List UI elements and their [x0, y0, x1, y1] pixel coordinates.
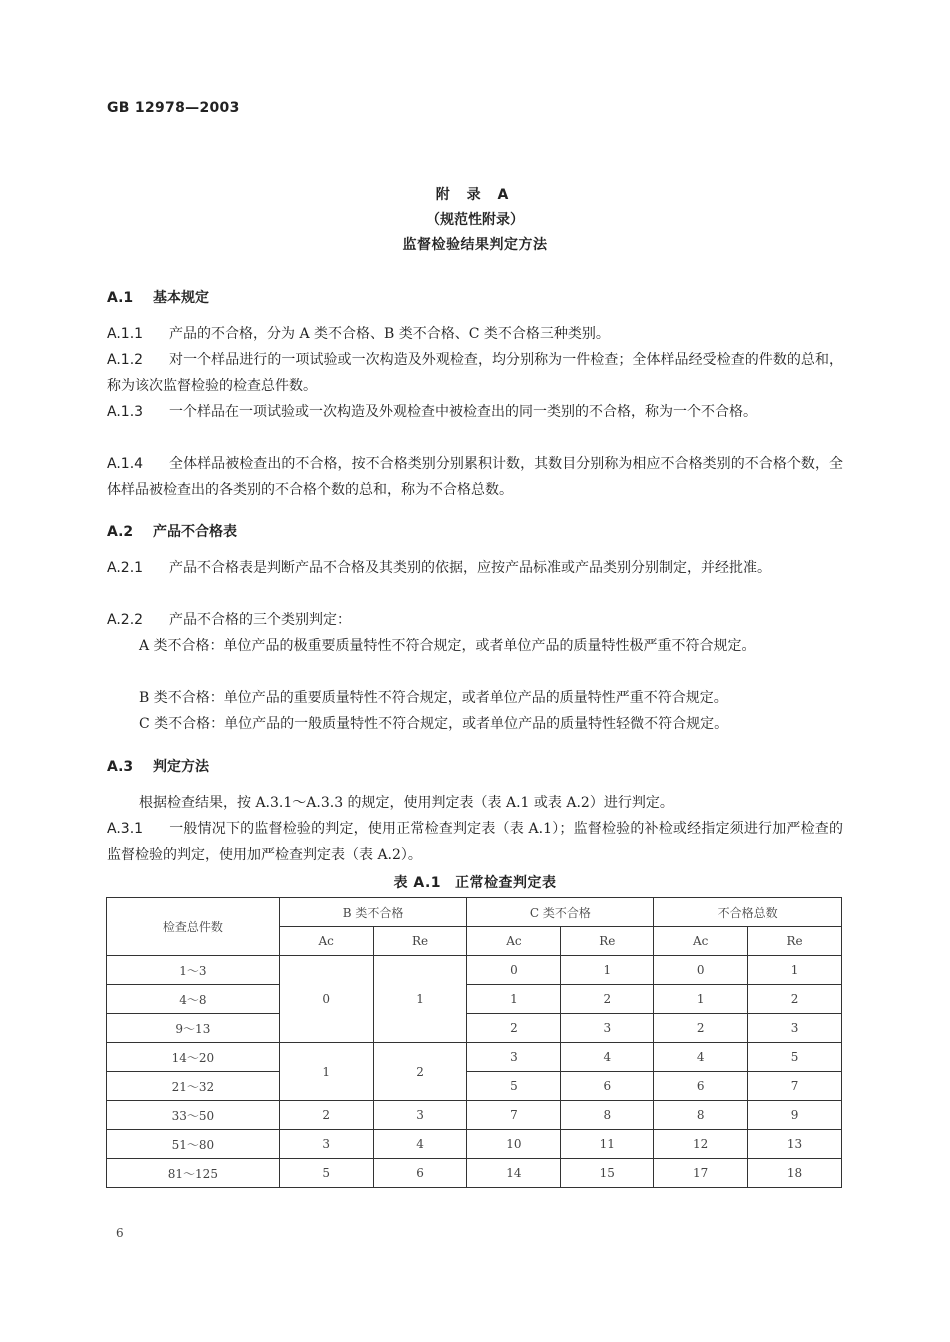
cell-c-re: 8 — [561, 1101, 654, 1130]
cell-c-re: 3 — [561, 1014, 654, 1043]
table-number: 表 A.1 — [393, 875, 442, 891]
section-number: A.3 — [107, 759, 134, 775]
cell-c-re: 15 — [561, 1159, 654, 1188]
cell-c-ac: 7 — [467, 1101, 561, 1130]
cell-c-ac: 5 — [467, 1072, 561, 1101]
table-row — [107, 1043, 842, 1072]
header-re: Re — [748, 927, 842, 956]
clause-text: 一个样品在一项试验或一次构造及外观检查中被检查出的同一类别的不合格，称为一个不合格。 — [169, 404, 757, 420]
page-number: 6 — [116, 1226, 124, 1240]
category-a-definition: A 类不合格：单位产品的极重要质量特性不符合规定，或者单位产品的质量特性极严重不符合规定。 — [139, 638, 756, 654]
header-total-nonconform: 不合格总数 — [654, 898, 842, 927]
clause-number: A.1.3 — [107, 404, 144, 420]
cell-sum-re: 5 — [748, 1043, 842, 1072]
section-title: 基本规定 — [153, 290, 209, 306]
header-ac: Ac — [654, 927, 748, 956]
cell-range: 81～125 — [107, 1159, 280, 1188]
cell-c-re: 6 — [561, 1072, 654, 1101]
cell-range: 21～32 — [107, 1072, 280, 1101]
section-title: 判定方法 — [153, 759, 209, 775]
cell-c-re: 2 — [561, 985, 654, 1014]
clause-a111 — [107, 321, 843, 347]
cell-sum-re: 2 — [748, 985, 842, 1014]
table-header-row — [107, 898, 842, 927]
section-a2-heading — [107, 521, 237, 541]
clause-number: A.1.4 — [107, 456, 144, 472]
clause-text: 一般情况下的监督检验的判定，使用正常检查判定表（表 A.1）；监督检验的补检或经指定须进行加严检查的监督检验的判定，使用加严检查判定表（表 A.2）。 — [107, 821, 843, 863]
cell-range: 14～20 — [107, 1043, 280, 1072]
cell-c-ac: 14 — [467, 1159, 561, 1188]
cell-b-re: 6 — [373, 1159, 467, 1188]
clause-a222 — [107, 607, 843, 633]
section-a1-heading — [107, 287, 209, 307]
cell-b-re: 2 — [373, 1043, 467, 1101]
table-row — [107, 1101, 842, 1130]
clause-a221 — [107, 555, 843, 581]
cell-b-ac: 1 — [279, 1043, 373, 1101]
cell-sum-re: 7 — [748, 1072, 842, 1101]
cell-sum-ac: 12 — [654, 1130, 748, 1159]
standard-code: GB 12978—2003 — [107, 100, 240, 116]
clause-number: A.2.1 — [107, 560, 144, 576]
cell-c-ac: 1 — [467, 985, 561, 1014]
judgment-table — [106, 897, 842, 1188]
clause-text: 产品的不合格，分为 A 类不合格、B 类不合格、C 类不合格三种类别。 — [169, 326, 610, 342]
cell-sum-ac: 2 — [654, 1014, 748, 1043]
cell-b-re: 4 — [373, 1130, 467, 1159]
section-title: 产品不合格表 — [153, 524, 237, 540]
header-re: Re — [561, 927, 654, 956]
category-c-definition: C 类不合格：单位产品的一般质量特性不符合规定，或者单位产品的质量特性轻微不符合规定。 — [139, 716, 729, 732]
clause-a331 — [107, 816, 843, 868]
cell-sum-ac: 4 — [654, 1043, 748, 1072]
cell-sum-re: 9 — [748, 1101, 842, 1130]
clause-number: A.3.1 — [107, 821, 144, 837]
appendix-title: 附 录 A — [435, 187, 515, 203]
appendix-subtitle: （规范性附录） — [426, 212, 524, 228]
cell-sum-ac: 1 — [654, 985, 748, 1014]
clause-text: 产品不合格的三个类别判定： — [169, 612, 351, 628]
cell-b-re: 3 — [373, 1101, 467, 1130]
cell-b-ac: 3 — [279, 1130, 373, 1159]
cell-c-ac: 10 — [467, 1130, 561, 1159]
clause-a114 — [107, 451, 843, 503]
table-title — [0, 872, 950, 892]
judgment-intro: 根据检查结果，按 A.3.1～A.3.3 的规定，使用判定表（表 A.1 或表 A.2）进行判定。 — [139, 795, 674, 811]
cell-b-ac: 0 — [279, 956, 373, 1043]
table-row — [107, 1130, 842, 1159]
cell-c-re: 11 — [561, 1130, 654, 1159]
clause-text: 对一个样品进行的一项试验或一次构造及外观检查，均分别称为一件检查；全体样品经受检查的件数的总和，称为该次监督检验的检查总件数。 — [107, 352, 843, 394]
section-number: A.1 — [107, 290, 134, 306]
cell-c-ac: 3 — [467, 1043, 561, 1072]
cell-range: 33～50 — [107, 1101, 280, 1130]
cell-range: 4～8 — [107, 985, 280, 1014]
table-name: 正常检查判定表 — [455, 875, 557, 891]
header-re: Re — [373, 927, 467, 956]
table-row — [107, 985, 842, 1014]
cell-c-ac: 0 — [467, 956, 561, 985]
clause-a112 — [107, 347, 843, 399]
clause-a113 — [107, 399, 843, 425]
header-ac: Ac — [467, 927, 561, 956]
cell-range: 9～13 — [107, 1014, 280, 1043]
clause-number: A.1.2 — [107, 352, 144, 368]
cell-sum-re: 13 — [748, 1130, 842, 1159]
table-row — [107, 956, 842, 985]
cell-c-ac: 2 — [467, 1014, 561, 1043]
cell-c-re: 1 — [561, 956, 654, 985]
table-row — [107, 1072, 842, 1101]
clause-number: A.2.2 — [107, 612, 144, 628]
cell-sum-ac: 0 — [654, 956, 748, 985]
cell-sum-ac: 8 — [654, 1101, 748, 1130]
header-class-c: C 类不合格 — [467, 898, 654, 927]
cell-sum-re: 18 — [748, 1159, 842, 1188]
cell-c-re: 4 — [561, 1043, 654, 1072]
header-class-b: B 类不合格 — [279, 898, 467, 927]
cell-b-ac: 5 — [279, 1159, 373, 1188]
cell-sum-ac: 17 — [654, 1159, 748, 1188]
header-total-count: 检查总件数 — [107, 898, 280, 956]
header-ac: Ac — [279, 927, 373, 956]
cell-b-ac: 2 — [279, 1101, 373, 1130]
cell-sum-re: 1 — [748, 956, 842, 985]
cell-sum-re: 3 — [748, 1014, 842, 1043]
cell-b-re: 1 — [373, 956, 467, 1043]
cell-range: 1～3 — [107, 956, 280, 985]
appendix-name: 监督检验结果判定方法 — [402, 237, 548, 253]
section-number: A.2 — [107, 524, 134, 540]
clause-text: 全体样品被检查出的不合格，按不合格类别分别累积计数，其数目分别称为相应不合格类别的不合格个数，全体样品被检查出的各类别的不合格个数的总和，称为不合格总数。 — [107, 456, 843, 498]
cell-sum-ac: 6 — [654, 1072, 748, 1101]
table-row — [107, 1159, 842, 1188]
clause-number: A.1.1 — [107, 326, 144, 342]
category-b-definition: B 类不合格：单位产品的重要质量特性不符合规定，或者单位产品的质量特性严重不符合规定。 — [139, 690, 728, 706]
clause-text: 产品不合格表是判断产品不合格及其类别的依据，应按产品标准或产品类别分别制定，并经批准。 — [169, 560, 771, 576]
table-row — [107, 1014, 842, 1043]
section-a3-heading — [107, 756, 209, 776]
cell-range: 51～80 — [107, 1130, 280, 1159]
